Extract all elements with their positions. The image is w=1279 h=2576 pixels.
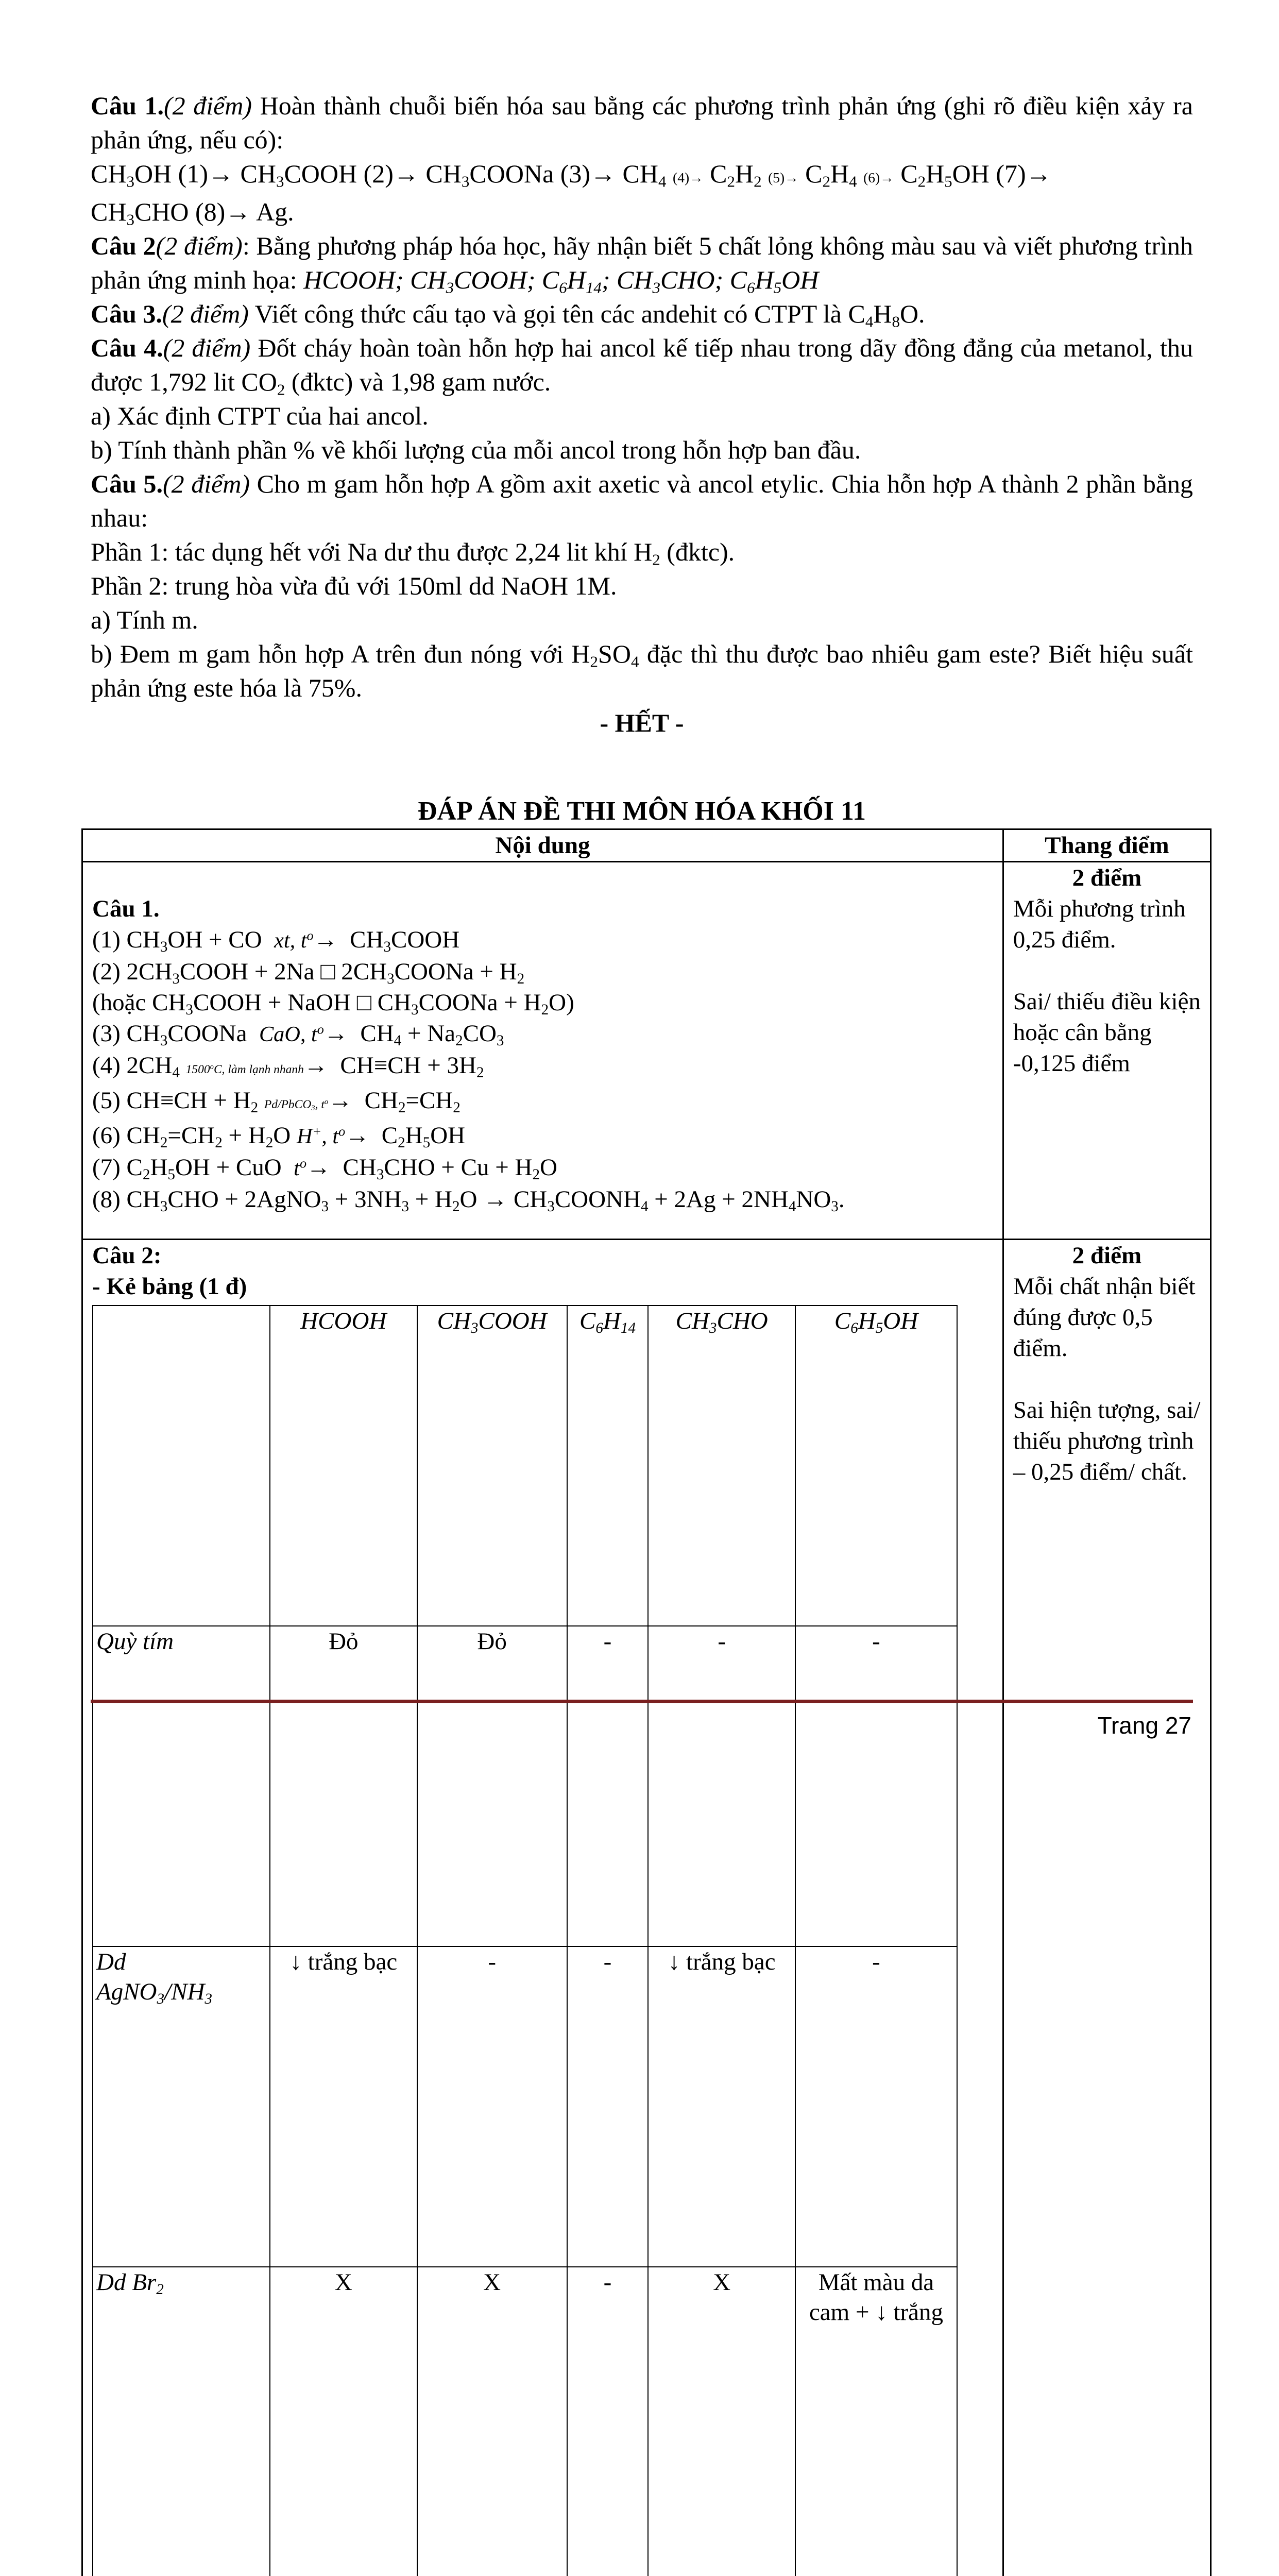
answer-q1-eq7: (7) $C_2H_5OH$ + CuO $t^o\to CH_3CHO + Cu + H_2O$ <box>92 1152 993 1184</box>
answer-q1-eq3: (3) $CH_3COONa$ CaO, $t^o\to CH_4 + Na_2CO_3$ <box>92 1018 993 1050</box>
question-4-label: Câu 4. <box>91 333 163 362</box>
answer-q1-eq4: (4) $2CH_4$ 1500$^o$C, làm lạnh nhanh→ $CH\equiv CH + 3H_2$ <box>92 1050 993 1085</box>
table-cell: - <box>567 2267 649 2576</box>
question-5-part1-end: (đktc). <box>660 537 735 566</box>
table-cell: Đỏ <box>417 1626 567 1946</box>
identification-header-c6h5oh: $C_6H_5OH$ <box>795 1306 957 1626</box>
question-1-text: Hoàn thành chuỗi biến hóa sau bằng các phương trình phản ứng (ghi rõ điều kiện xảy ra phản ứng, nếu có): <box>91 91 1193 154</box>
answer-q2-content <box>82 1240 1003 2576</box>
question-3-text: Viết công thức cấu tạo và gọi tên các andehit có CTPT là C <box>249 299 865 328</box>
question-1-label: Câu 1. <box>91 91 164 120</box>
question-1 <box>91 89 1193 157</box>
answer-q1-eq2b: (hoặc $CH_3COOH$ + NaOH □ $CH_3COONa + H_2O$) <box>92 987 993 1018</box>
answer-q1-points: 2 điểm <box>1013 862 1201 893</box>
table-cell: - <box>567 1946 649 2267</box>
question-5 <box>91 467 1193 535</box>
table-cell: Đỏ <box>270 1626 417 1946</box>
answer-q1-label: Câu 1. <box>92 893 993 924</box>
reagent-agno3-dd: Dd <box>96 1948 126 1975</box>
table-cell: Mất màu da cam + ↓ trắng <box>795 2267 957 2576</box>
table-cell: - <box>795 1626 957 1946</box>
end-marker: - HẾT - <box>91 708 1193 738</box>
question-5-points: (2 điểm) <box>163 469 250 498</box>
question-5a: a) Tính m. <box>91 603 1193 637</box>
question-2-text: : Bằng phương pháp hóa học, hãy nhận biết 5 chất lỏng không màu sau và viết phương trình phản ứng minh họa: <box>91 231 1193 294</box>
question-3-points: (2 điểm) <box>162 299 249 328</box>
question-5-part2: Phần 2: trung hòa vừa đủ với 150ml dd NaOH 1M. <box>91 569 1193 603</box>
answer-q2-note1: Mỗi chất nhận biết đúng được 0,5 điểm. <box>1013 1271 1201 1364</box>
question-2-substances: HCOOH; $CH_3COOH$; $C_6H_{14}$; $CH_3CHO$; $C_6H_5OH$ <box>303 265 818 294</box>
question-4a: a) Xác định CTPT của hai ancol. <box>91 399 1193 433</box>
answer-q1-eq1: (1) $CH_3OH$ + CO xt, $t^o\to$ $CH_3COOH$ <box>92 924 993 956</box>
table-cell: X <box>417 2267 567 2576</box>
answer-col-score: Thang điểm <box>1003 829 1210 862</box>
page-number: Trang 27 <box>1098 1711 1191 1739</box>
reagent-agno3: Dd $AgNO_3/NH_3$ <box>93 1946 270 2267</box>
reagent-br2: Dd $Br_2$ <box>93 2267 270 2576</box>
question-4b: b) Tính thành phần % về khối lượng của mỗi ancol trong hỗn hợp ban đầu. <box>91 433 1193 467</box>
question-2 <box>91 229 1193 297</box>
answer-q1-note2: Sai/ thiếu điều kiện hoặc cân bằng -0,125 điểm <box>1013 986 1201 1079</box>
answer-col-content: Nội dung <box>82 829 1003 862</box>
identification-table <box>92 1305 958 2576</box>
table-cell: X <box>270 2267 417 2576</box>
question-5-label: Câu 5. <box>91 469 163 498</box>
table-cell: - <box>567 1626 649 1946</box>
answer-q1-score <box>1003 862 1210 1240</box>
reagent-br2-name: Dd Br <box>96 2269 156 2296</box>
question-1-chain-end: $CH_3CHO$ (8)→ Ag. <box>91 195 1193 229</box>
answer-q1-note1: Mỗi phương trình 0,25 điểm. <box>1013 893 1201 955</box>
question-5-part1-text: Phần 1: tác dụng hết với Na dư thu được 2,24 lit khí H <box>91 537 652 566</box>
question-1-points: (2 điểm) <box>164 91 252 120</box>
answer-title: ĐÁP ÁN ĐỀ THI MÔN HÓA KHỐI 11 <box>91 794 1193 828</box>
question-3: Câu 3.(2 điểm) Viết công thức cấu tạo và gọi tên các andehit có CTPT là $C_4H_8O$. <box>91 297 1193 331</box>
question-5b-end: đặc thì thu được bao nhiêu gam este? Biết hiệu suất phản ứng este hóa là 75%. <box>91 639 1193 702</box>
answer-q2-label: Câu 2: <box>92 1240 993 1271</box>
answer-q2-note2: Sai hiện tượng, sai/ thiếu phương trình – 0,25 điểm/ chất. <box>1013 1395 1201 1487</box>
answer-q1-eq6: (6) $CH_2=CH_2 + H_2O$ H+, $t^o\to C_2H_5OH$ <box>92 1120 993 1152</box>
reagent-litmus: Quỳ tím <box>93 1626 270 1946</box>
table-cell: ↓ trắng bạc <box>648 1946 795 2267</box>
question-4-text-end: (đktc) và 1,98 gam nước. <box>285 367 551 396</box>
table-cell: - <box>417 1946 567 2267</box>
answer-q2-points: 2 điểm <box>1013 1240 1201 1271</box>
answer-q1-eq8: (8) $CH_3CHO$ + 2AgNO$_3$ + $3NH_3 + H_2O$ → $CH_3COONH_4 + 2Ag + 2NH_4NO_3$. <box>92 1184 993 1215</box>
question-5-text: Cho m gam hỗn hợp A gồm axit axetic và ancol etylic. Chia hỗn hợp A thành 2 phần bằng nhau: <box>91 469 1193 532</box>
question-5b-text: b) Đem m gam hỗn hợp A trên đun nóng với H <box>91 639 590 668</box>
question-5-part1: Phần 1: tác dụng hết với Na dư thu được 2,24 lit khí $H_2$ (đktc). <box>91 535 1193 569</box>
reagent-agno3-name: AgNO <box>96 1978 157 2005</box>
answer-q1-eq2: (2) $2CH_3COOH + 2Na$ □ $2CH_3COONa + H_2$ <box>92 956 993 987</box>
identification-header-empty <box>93 1306 270 1626</box>
identification-header-ch3cooh: $CH_3COOH$ <box>417 1306 567 1626</box>
exam-page <box>91 89 1193 2576</box>
question-3-label: Câu 3. <box>91 299 162 328</box>
table-cell: - <box>795 1946 957 2267</box>
identification-header-c6h14: $C_6H_{14}$ <box>567 1306 649 1626</box>
question-4: Câu 4.(2 điểm) Đốt cháy hoàn toàn hỗn hợp hai ancol kế tiếp nhau trong dãy đồng đẳng của metanol, thu được 1,792 lit $CO_2$ (đktc) và 1,98 gam nước. <box>91 331 1193 399</box>
question-2-points: (2 điểm) <box>156 231 243 260</box>
table-cell: ↓ trắng bạc <box>270 1946 417 2267</box>
question-4-text: Đốt cháy hoàn toàn hỗn hợp hai ancol kế tiếp nhau trong dãy đồng đẳng của metanol, thu được 1,792 lit CO <box>91 333 1193 396</box>
answer-q2-score <box>1003 1240 1210 2576</box>
question-5b: b) Đem m gam hỗn hợp A trên đun nóng với $H_2SO_4$ đặc thì thu được bao nhiêu gam este? Biết hiệu suất phản ứng este hóa là 75%. <box>91 637 1193 705</box>
table-cell: - <box>648 1626 795 1946</box>
table-cell: X <box>648 2267 795 2576</box>
question-1-chain: $CH_3OH$ $(1)\to CH_3COOH$ $(2)\to CH_3COONa$ $(3)\to CH_4$ $(4)\to C_2H_2$ $(5)\to C_2H_4$ $(6)\to C_2H_5OH$ (7)→ <box>91 157 1193 195</box>
answer-q1-eq5: (5) $CH\equiv CH + H_2$ Pd/PbCO$_3$, $t^o\to CH_2=CH_2$ <box>92 1085 993 1120</box>
answer-q2-table-label: - Kẻ bảng (1 đ) <box>92 1271 993 1302</box>
footer-divider <box>91 1700 1193 1703</box>
identification-header-ch3cho: $CH_3CHO$ <box>648 1306 795 1626</box>
identification-header-hcooh: HCOOH <box>270 1306 417 1626</box>
answer-q1-content <box>82 862 1003 1240</box>
question-2-label: Câu 2 <box>91 231 156 260</box>
question-4-points: (2 điểm) <box>163 333 251 362</box>
